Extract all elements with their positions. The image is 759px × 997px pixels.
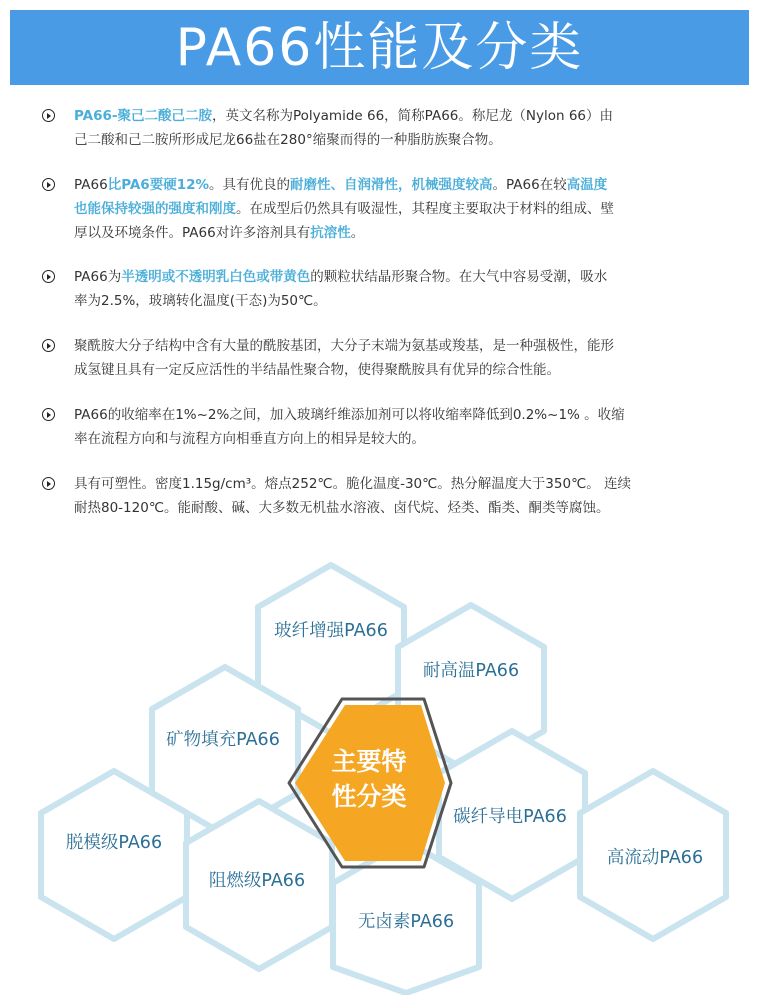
play-circle-icon <box>42 408 55 421</box>
play-circle-icon <box>42 178 55 191</box>
hex-label: 玻纤增强PA66 <box>274 621 388 641</box>
bullet-text <box>74 265 729 313</box>
page-title: PA66性能及分类 <box>175 17 584 78</box>
hex-label: 碳纤导电PA66 <box>453 807 567 827</box>
hex-label: 无卤素PA66 <box>357 912 455 932</box>
play-circle-icon <box>42 270 55 283</box>
bullet-text <box>74 472 729 520</box>
bullet-text <box>74 173 729 245</box>
bullet-text-segment: ，英文名称为Polyamide 66，简称PA66。称尼龙（Nylon 66）由 <box>212 108 613 124</box>
highlighted-text: 高温度 <box>566 177 608 193</box>
highlighted-text: 耐磨性、自润滑性，机械强度较高 <box>290 177 493 193</box>
bullet-text-segment: PA66的收缩率在1%~2%之间，加入玻璃纤维添加剂可以将收缩率降低到0.2%~1% 。收缩 <box>74 407 625 423</box>
bullet-text-segment: PA66为 <box>74 269 122 285</box>
bullet-text-segment: 。PA66在较 <box>492 177 567 193</box>
bullet-text <box>74 334 729 382</box>
play-circle-icon <box>42 477 55 490</box>
bullet-text-segment: 的颗粒状结晶形聚合物。在大气中容易受潮，吸水 <box>310 269 608 285</box>
center-title-line-2: 性分类 <box>331 782 407 811</box>
bullet-text-segment: 成氢键且具有一定反应活性的半结晶性聚合物，使得聚酰胺具有优异的综合性能。 <box>74 362 560 378</box>
play-circle-icon <box>42 339 55 352</box>
highlighted-text: PA66-聚己二酸己二胺 <box>74 108 212 124</box>
highlighted-text: 也能保持较强的强度和刚度 <box>74 201 236 217</box>
hex-label: 矿物填充PA66 <box>166 730 280 750</box>
hex-label: 耐高温PA66 <box>422 661 520 681</box>
bullet-text-segment: 聚酰胺大分子结构中含有大量的酰胺基团，大分子末端为氨基或羧基，是一种强极性，能形 <box>74 338 614 354</box>
hex-label: 高流动PA66 <box>606 848 704 868</box>
center-title-line-1: 主要特 <box>331 747 407 776</box>
play-circle-icon <box>42 109 55 122</box>
bullet-text-segment: 具有可塑性。密度1.15g/cm³。熔点252℃。脆化温度-30℃。热分解温度大于350℃。 连续 <box>74 476 632 492</box>
bullet-text-segment: 。具有优良的 <box>209 177 291 193</box>
bullet-text <box>74 104 729 152</box>
bullet-text-segment: 耐热80-120℃。能耐酸、碱、大多数无机盐水溶液、卤代烷、烃类、酯类、酮类等腐蚀。 <box>74 500 610 516</box>
bullet-text-segment: 率在流程方向和与流程方向相垂直方向上的相异是较大的。 <box>74 431 425 447</box>
bullet-text-segment: 己二酸和己二胺所形成尼龙66盐在280°缩聚而得的一种脂肪族聚合物。 <box>74 132 502 148</box>
highlighted-text: 比PA6要硬12% <box>107 177 210 193</box>
bullet-text <box>74 403 729 451</box>
bullet-text-segment: 厚以及环境条件。PA66对许多溶剂具有 <box>74 225 311 241</box>
hex-label: 脱模级PA66 <box>65 833 163 853</box>
highlighted-text: 抗溶性 <box>310 225 351 241</box>
bullet-text-segment: 率为2.5%，玻璃转化温度(干态)为50℃。 <box>74 293 327 309</box>
bullet-text-segment: PA66 <box>74 177 108 193</box>
bullet-text-segment: 。 <box>350 225 365 241</box>
hex-label: 阻燃级PA66 <box>208 871 306 891</box>
highlighted-text: 半透明或不透明乳白色或带黄色 <box>121 269 311 285</box>
hex-category-high-flow <box>580 771 726 939</box>
bullet-text-segment: 。在成型后仍然具有吸湿性，其程度主要取决于材料的组成、壁 <box>236 201 614 217</box>
hexagon-diagram <box>0 555 759 995</box>
